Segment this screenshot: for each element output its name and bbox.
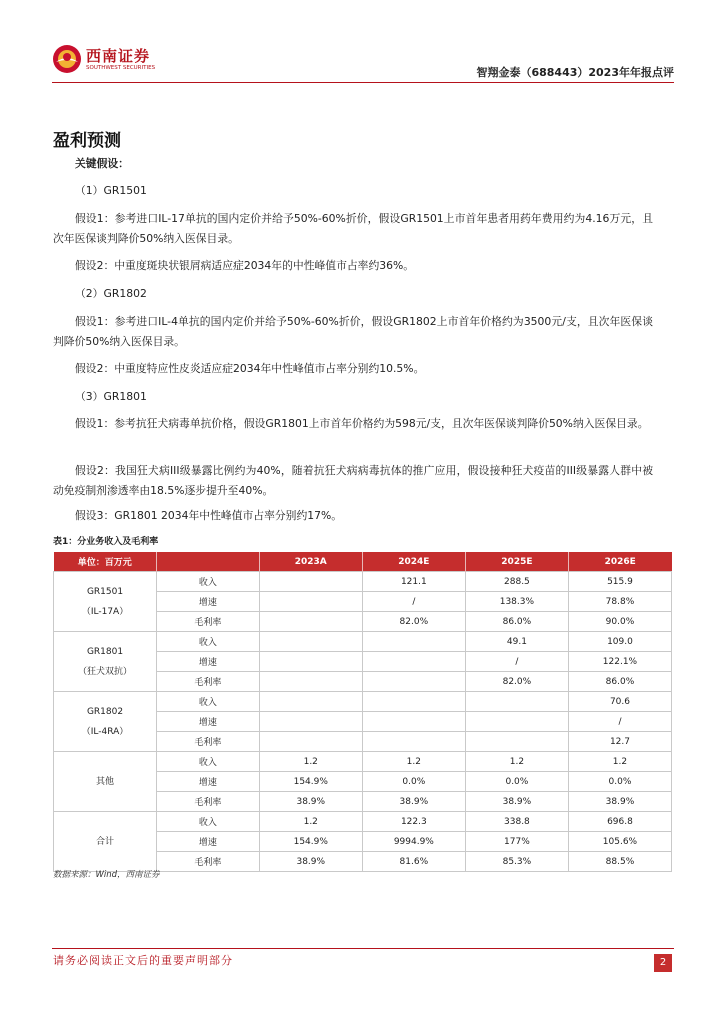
table-row xyxy=(54,632,672,652)
value-cell: 12.7 xyxy=(568,732,671,752)
table-row xyxy=(54,752,672,772)
product-cell xyxy=(54,572,157,632)
header-2023a: 2023A xyxy=(259,552,362,572)
value-cell: 338.8 xyxy=(465,812,568,832)
metric-cell: 收入 xyxy=(157,632,260,652)
value-cell: 154.9% xyxy=(259,832,362,852)
table-row xyxy=(54,692,672,712)
metric-cell: 增速 xyxy=(157,652,260,672)
value-cell xyxy=(362,712,465,732)
metric-cell: 增速 xyxy=(157,772,260,792)
value-cell: 9994.9% xyxy=(362,832,465,852)
value-cell: 38.9% xyxy=(465,792,568,812)
metric-cell: 毛利率 xyxy=(157,672,260,692)
value-cell: 81.6% xyxy=(362,852,465,872)
key-assumptions-label: 关键假设： xyxy=(75,157,129,170)
gr1802-assumption-2: 假设2：中重度特应性皮炎适应症2034年中性峰值市占率分别约10.5%。 xyxy=(75,362,425,375)
value-cell xyxy=(362,632,465,652)
metric-cell: 毛利率 xyxy=(157,612,260,632)
product-cell xyxy=(54,752,157,812)
document-title: 智翔金泰（688443）2023年年报点评 xyxy=(476,66,674,79)
value-cell: 138.3% xyxy=(465,592,568,612)
value-cell xyxy=(259,632,362,652)
value-cell: 86.0% xyxy=(465,612,568,632)
gr1501-heading: （1）GR1501 xyxy=(75,184,147,197)
header-2024e: 2024E xyxy=(362,552,465,572)
revenue-margin-table xyxy=(53,552,672,872)
value-cell: 86.0% xyxy=(568,672,671,692)
metric-cell: 毛利率 xyxy=(157,852,260,872)
value-cell: 1.2 xyxy=(465,752,568,772)
value-cell: 78.8% xyxy=(568,592,671,612)
header-unit: 单位：百万元 xyxy=(54,552,157,572)
value-cell xyxy=(259,712,362,732)
header-metric xyxy=(157,552,260,572)
page-header xyxy=(52,40,674,86)
table-header-row xyxy=(54,552,672,572)
value-cell xyxy=(465,692,568,712)
gr1501-assumption-1: 假设1：参考进口IL-17单抗的国内定价并给予50%-60%折价，假设GR1501上市首年患者用药年费用约为4.16万元，且次年医保谈判降价50%纳入医保目录。 xyxy=(53,212,653,245)
value-cell xyxy=(259,672,362,692)
metric-cell: 增速 xyxy=(157,592,260,612)
value-cell xyxy=(259,652,362,672)
gr1801-assumption-1: 假设1：参考抗狂犬病毒单抗价格，假设GR1801上市首年价格约为598元/支，且次年医保谈判降价50%纳入医保目录。 xyxy=(75,417,649,430)
header-2025e: 2025E xyxy=(465,552,568,572)
gr1802-assumption-1: 假设1：参考进口IL-4单抗的国内定价并给予50%-60%折价，假设GR1802上市首年价格约为3500元/支，且次年医保谈判降价50%纳入医保目录。 xyxy=(53,315,653,348)
value-cell xyxy=(259,612,362,632)
metric-cell: 毛利率 xyxy=(157,732,260,752)
value-cell: 696.8 xyxy=(568,812,671,832)
section-title: 盈利预测 xyxy=(53,131,121,151)
value-cell: 38.9% xyxy=(568,792,671,812)
product-name: GR1801 xyxy=(86,646,124,657)
value-cell xyxy=(259,732,362,752)
company-logo xyxy=(52,44,172,74)
product-cell xyxy=(54,632,157,692)
gr1801-assumption-3: 假设3：GR1801 2034年中性峰值市占率分别约17%。 xyxy=(75,509,343,522)
metric-cell: 增速 xyxy=(157,832,260,852)
product-target: （IL-17A） xyxy=(81,606,129,617)
value-cell: / xyxy=(362,592,465,612)
table-source: 数据来源：Wind，西南证券 xyxy=(53,870,160,880)
value-cell: 1.2 xyxy=(568,752,671,772)
value-cell: 38.9% xyxy=(259,792,362,812)
table-row xyxy=(54,812,672,832)
product-target: （狂犬双抗） xyxy=(78,666,133,677)
value-cell: 1.2 xyxy=(259,752,362,772)
table-row xyxy=(54,572,672,592)
value-cell: 0.0% xyxy=(362,772,465,792)
metric-cell: 收入 xyxy=(157,572,260,592)
value-cell: 122.3 xyxy=(362,812,465,832)
value-cell: 1.2 xyxy=(362,752,465,772)
value-cell: 154.9% xyxy=(259,772,362,792)
value-cell: 288.5 xyxy=(465,572,568,592)
value-cell xyxy=(362,672,465,692)
disclaimer-note: 请务必阅读正文后的重要声明部分 xyxy=(53,954,233,967)
gr1801-heading: （3）GR1801 xyxy=(75,390,147,403)
product-cell xyxy=(54,692,157,752)
table-caption: 表1：分业务收入及毛利率 xyxy=(53,537,159,547)
value-cell: 85.3% xyxy=(465,852,568,872)
value-cell: 38.9% xyxy=(362,792,465,812)
value-cell xyxy=(362,732,465,752)
value-cell: 49.1 xyxy=(465,632,568,652)
gr1802-heading: （2）GR1802 xyxy=(75,287,147,300)
value-cell: 70.6 xyxy=(568,692,671,712)
value-cell: 82.0% xyxy=(465,672,568,692)
metric-cell: 收入 xyxy=(157,692,260,712)
value-cell xyxy=(259,572,362,592)
value-cell: 122.1% xyxy=(568,652,671,672)
logo-english-name: SOUTHWEST SECURITIES xyxy=(86,65,156,71)
metric-cell: 增速 xyxy=(157,712,260,732)
value-cell xyxy=(362,692,465,712)
metric-cell: 收入 xyxy=(157,752,260,772)
metric-cell: 毛利率 xyxy=(157,792,260,812)
product-target: （IL-4RA） xyxy=(81,726,129,737)
value-cell: 82.0% xyxy=(362,612,465,632)
value-cell: / xyxy=(568,712,671,732)
header-divider xyxy=(52,82,674,83)
value-cell xyxy=(465,732,568,752)
value-cell xyxy=(465,712,568,732)
value-cell: 90.0% xyxy=(568,612,671,632)
product-name: GR1501 xyxy=(86,586,124,597)
product-name: 其他 xyxy=(96,776,115,787)
gr1501-assumption-2: 假设2：中重度斑块状银屑病适应症2034年的中性峰值市占率约36%。 xyxy=(75,259,415,272)
product-name: GR1802 xyxy=(86,706,124,717)
metric-cell: 收入 xyxy=(157,812,260,832)
header-2026e: 2026E xyxy=(568,552,671,572)
logo-chinese-name: 西南证券 xyxy=(86,47,151,65)
value-cell: 121.1 xyxy=(362,572,465,592)
product-name: 合计 xyxy=(96,836,115,847)
value-cell: 38.9% xyxy=(259,852,362,872)
value-cell: / xyxy=(465,652,568,672)
value-cell: 109.0 xyxy=(568,632,671,652)
footer-divider xyxy=(52,948,674,949)
value-cell: 105.6% xyxy=(568,832,671,852)
value-cell: 88.5% xyxy=(568,852,671,872)
value-cell: 0.0% xyxy=(465,772,568,792)
value-cell: 177% xyxy=(465,832,568,852)
value-cell xyxy=(259,692,362,712)
value-cell: 1.2 xyxy=(259,812,362,832)
value-cell xyxy=(362,652,465,672)
gr1801-assumption-2: 假设2：我国狂犬病III级暴露比例约为40%，随着抗狂犬病病毒抗体的推广应用，假设接种狂犬疫苗的III级暴露人群中被动免疫制剂渗透率由18.5%逐步提升至40%。 xyxy=(53,464,653,497)
product-cell xyxy=(54,812,157,872)
value-cell xyxy=(259,592,362,612)
value-cell: 0.0% xyxy=(568,772,671,792)
page-number: 2 xyxy=(654,954,672,972)
value-cell: 515.9 xyxy=(568,572,671,592)
southwest-securities-logo-icon xyxy=(52,44,82,74)
